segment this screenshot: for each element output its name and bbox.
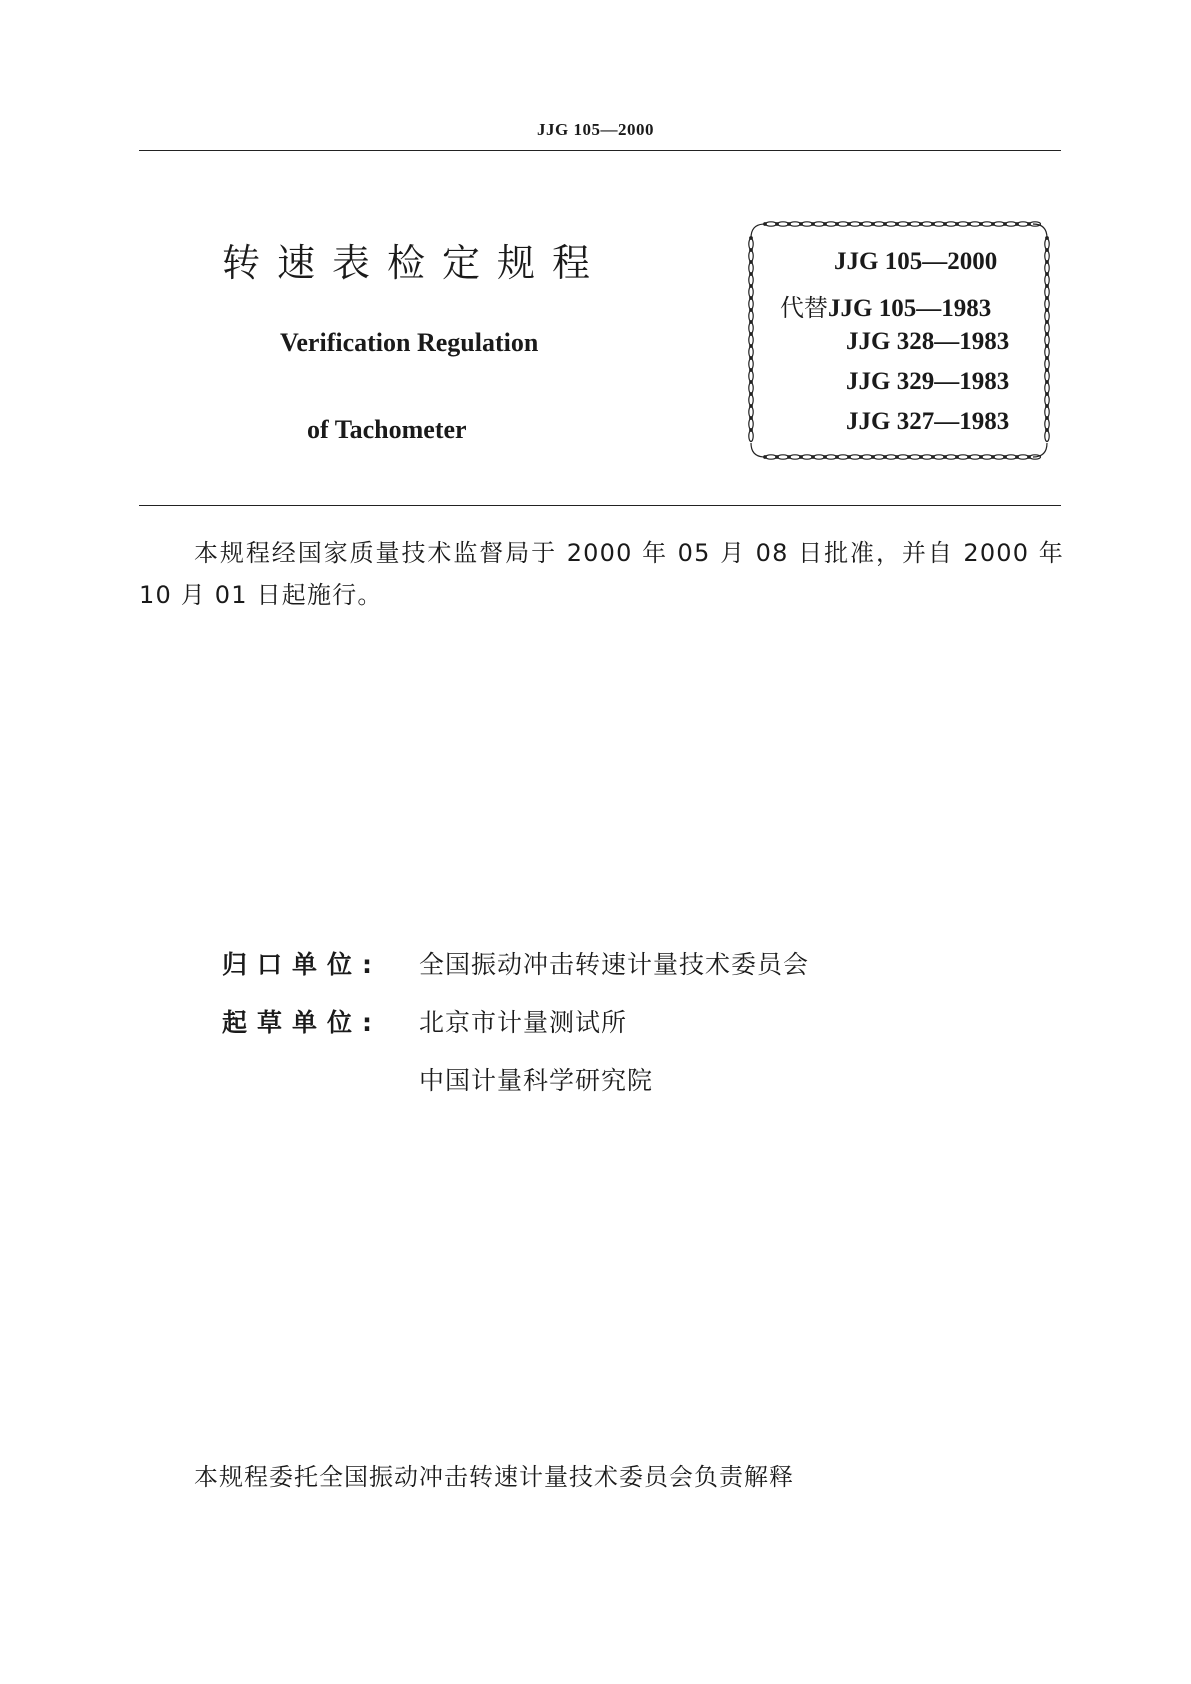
responsible-unit-row: [222, 945, 809, 981]
title-english-line2: of Tachometer: [307, 415, 467, 444]
current-code: JJG 105—2000: [834, 248, 998, 275]
header-document-code: JJG 105—2000: [537, 120, 654, 139]
responsible-unit-value: 全国振动冲击转速计量技术委员会: [419, 950, 810, 979]
replaces-prefix: 代替: [780, 294, 828, 322]
replaced-code-value: JJG 105—1983: [828, 295, 992, 322]
replaced-code-3: JJG 329—1983: [846, 368, 1010, 395]
drafting-unit-label: 起草单位:: [222, 1008, 382, 1037]
replaced-code-1: [780, 288, 991, 323]
approval-statement: 本规程经国家质量技术监督局于 2000 年 05 月 08 日批准，并自 2000 年 10 月 01 日起施行。: [139, 539, 1064, 609]
drafting-unit-row-2: [419, 1061, 653, 1097]
replaced-code-4: JJG 327—1983: [846, 408, 1010, 435]
drafting-unit-value-2: 中国计量科学研究院: [419, 1066, 654, 1095]
replaced-code-2: JJG 328—1983: [846, 328, 1010, 355]
top-divider: [139, 150, 1061, 151]
drafting-unit-value-1: 北京市计量测试所: [419, 1008, 628, 1037]
middle-divider: [139, 505, 1061, 506]
title-chinese: 转速表检定规程: [222, 241, 608, 285]
interpretation-note: 本规程委托全国振动冲击转速计量技术委员会负责解释: [194, 1463, 794, 1491]
title-english-line1: Verification Regulation: [280, 328, 539, 357]
drafting-unit-row: [222, 1003, 627, 1039]
responsible-unit-label: 归口单位:: [222, 950, 382, 979]
code-box: [745, 218, 1053, 463]
